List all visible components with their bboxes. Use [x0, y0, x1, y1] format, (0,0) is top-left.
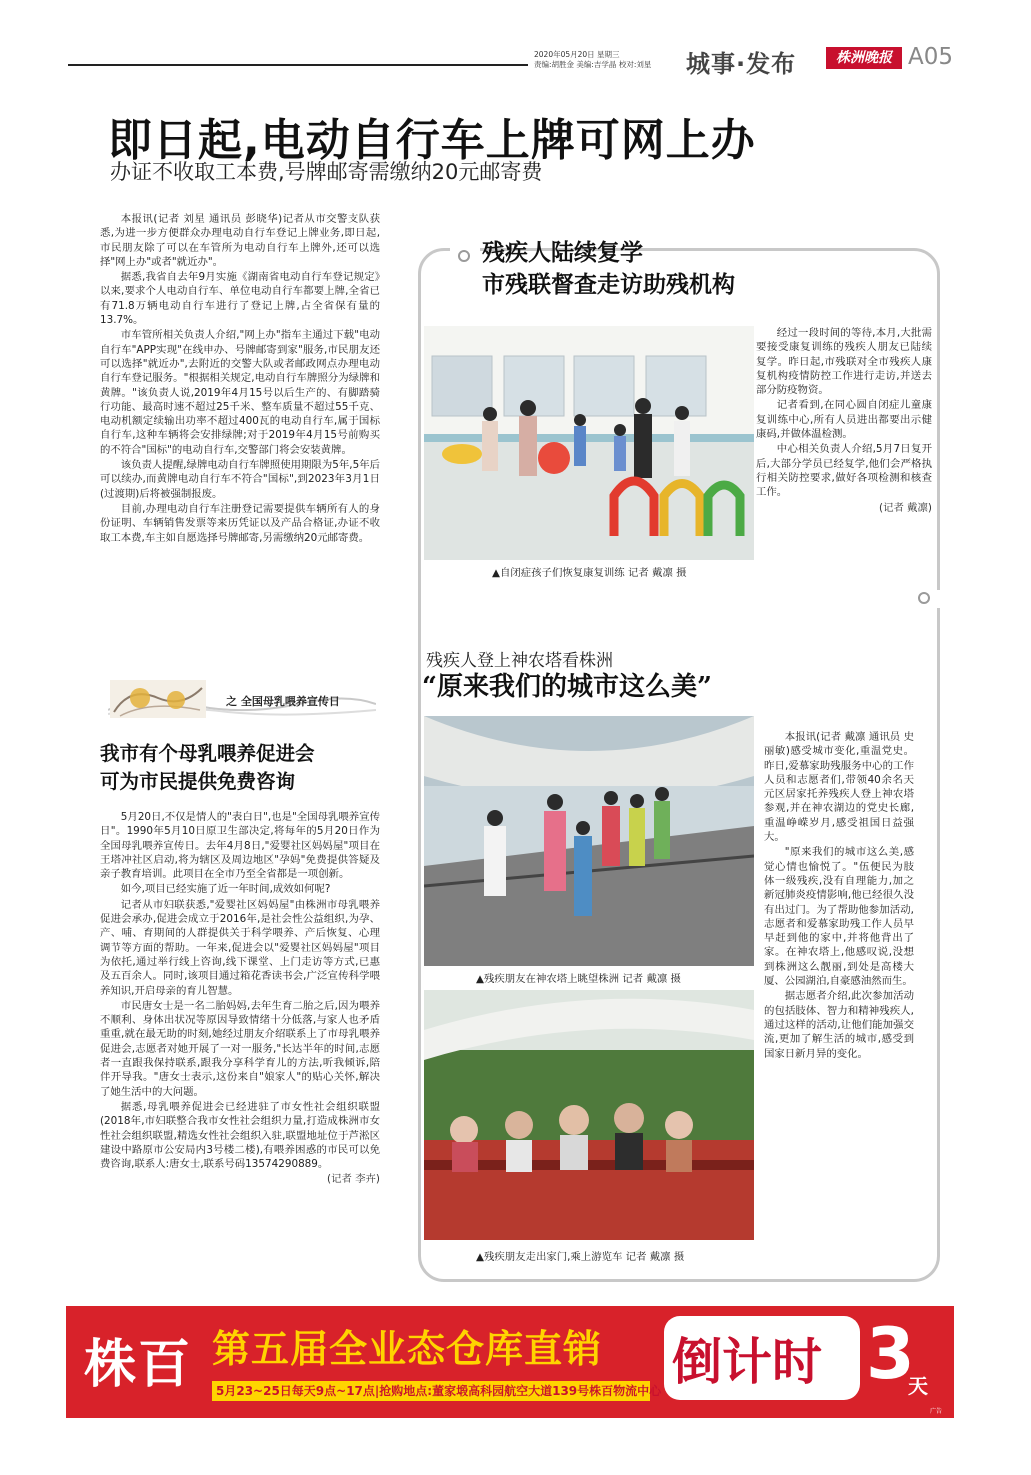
- lead-paragraph: 据悉,我省自去年9月实施《湖南省电动自行车登记规定》以来,要求个人电动自行车、单位电动自行车都要上牌,全省已有71.8万辆电动自行车进行了登记上牌,占全省保有量的13.7%。: [100, 271, 380, 327]
- page-number: A05: [908, 44, 954, 70]
- ad-countdown: 倒计时: [672, 1333, 822, 1391]
- frame-dot-icon: [918, 592, 930, 604]
- ad-days-number: 3: [866, 1313, 915, 1395]
- story1-paragraph: 经过一段时间的等待,本月,大批需要接受康复训练的残疾人朋友已陆续复学。昨日起,市残联对全市残疾人康复机构疫情防控工作进行走访,并送去部分防疫物资。: [756, 327, 932, 397]
- story2-paragraph: 据志愿者介绍,此次参加活动的包括肢体、智力和精神残疾人,通过这样的活动,让他们能加强交流,更加了解生活的城市,感受到国家日新月异的变化。: [764, 990, 914, 1060]
- editors-line: 责编:胡胜金 美编:吉学晶 校对:刘星: [534, 60, 652, 69]
- story2-title: “原来我们的城市这么美”: [422, 672, 712, 702]
- festival-paragraph: 记者从市妇联获悉,"爱婴社区妈妈屋"由株洲市母乳喂养促进会承办,促进会成立于2016年,是社会性公益组织,为孕、产、哺、育期间的人群提供关于科学喂养、产后恢复、心理调节等方面的帮助。一年来,促进会以"爱婴社区妈妈屋"项目为依托,通过举行线上咨询,线下课堂、上门走访等方式,已惠及五百余人。同时,该项目通过箱花香读书会,广泛宣传科学喂养知识,开启母亲的育儿智慧。: [100, 898, 380, 997]
- lead-paragraph: 本报讯(记者 刘星 通讯员 彭晓华)记者从市交警支队获悉,为进一步方便群众办理电动自行车登记上牌业务,即日起,市民朋友除了可以在车管所为电动自行车上牌外,还可以选择"网上办"或者"就近办"。: [100, 213, 380, 268]
- story2-body: [764, 730, 914, 1062]
- ad-days-unit: 天: [908, 1374, 928, 1398]
- date-line: 2020年05月20日 星期三: [534, 50, 620, 59]
- festival-body: [100, 810, 380, 1187]
- lead-subhead: 办证不收取工本费,号牌邮寄需缴纳20元邮寄费: [110, 160, 543, 184]
- story1-paragraph: 记者看到,在同心圆自闭症儿童康复训练中心,所有人员进出都要出示健康码,并做体温检测。: [756, 399, 932, 441]
- section-title: 城事·发布: [686, 50, 797, 78]
- festival-paragraph: 市民唐女士是一名二胎妈妈,去年生育二胎之后,因为喂养不顺利、身体出状况等原因导致情绪十分低落,与家人也矛盾重重,就在最无助的时刻,她经过朋友介绍联系上了市母乳喂养促进会,志愿者对她开展了一对一服务,"长达半年的时间,志愿者一直跟我保持联系,跟我分享科学育儿的方法,听我倾诉,陪伴开导我。"唐女士表示,这份来自"娘家人"的贴心关怀,解决了她生活中的大问题。: [100, 999, 380, 1098]
- story2-photo1-caption: ▲残疾朋友在神农塔上眺望株洲 记者 戴凛 摄: [476, 973, 681, 985]
- story1-title-line1: 残疾人陆续复学: [482, 239, 643, 266]
- story2-photo1: [424, 716, 754, 966]
- festival-title-line1: 我市有个母乳喂养促进会: [100, 742, 315, 765]
- tower-walkway-photo-illustration: [424, 716, 754, 966]
- story2-paragraph: "原来我们的城市这么美,感觉心情也愉悦了。"伍便民为肢体一级残疾,没有自理能力,加之新冠肺炎疫情影响,他已经很久没有出过门。为了帮助他参加活动,志愿者和爱慕家助残工作人员早早赶到他的家中,并将他背出了家。在神农塔上,他感叹说,没想到株洲这么靓丽,到处是高楼大厦、公园湖泊,自豪感油然而生。: [764, 846, 914, 988]
- frame-dot-icon: [458, 250, 470, 262]
- ad-brand: 株百: [84, 1335, 193, 1395]
- story1-body: [756, 326, 932, 515]
- lead-headline: 即日起,电动自行车上牌可网上办: [108, 115, 756, 166]
- tour-train-photo-illustration: [424, 990, 754, 1240]
- festival-paragraph: 据悉,母乳喂养促进会已经进驻了市女性社会组织联盟(2018年,市妇联整合我市女性社会组织力量,打造成株洲市女性社会组织联盟,精选女性社会组织入驻,联盟地址位于芦淞区建设中路原市公安局内3号楼二楼),有喂养困惑的市民可以免费咨询,联系人:唐女士,联系号码13574290889。: [100, 1100, 380, 1171]
- ad-tag: 广告: [930, 1408, 943, 1415]
- festival-logo-art: [110, 680, 206, 718]
- lead-paragraph: 该负责人提醒,绿牌电动自行车牌照使用期限为5年,5年后可以续办,而黄牌电动自行车不符合"国标",到2023年3月1日(过渡期)后将被强制报废。: [100, 459, 380, 500]
- story2-photo2: [424, 990, 754, 1240]
- festival-label: 之 全国母乳喂养宣传日: [226, 695, 340, 708]
- festival-credit: (记者 李卉): [327, 1173, 380, 1186]
- lead-paragraph: 市车管所相关负责人介绍,"网上办"指车主通过下载"电动自行车"APP实现"在线申办、号牌邮寄到家"服务,市民朋友还可以选择"就近办",去附近的交警大队或者邮政网点办理电动自行车登记服务。"根据相关规定,电动自行车牌照分为绿牌和黄牌。"该负责人说,2019年4月15号以后生产的、有脚踏骑行功能、最高时速不超过25千米、整车质量不超过55千克、电动机额定续输出功率不超过400瓦的电动自行车,属于国标自行车,这种车辆将会安排绿牌;对于2019年4月15号前购买的不符合"国标"的电动自行车,交警部门将会安装黄牌。: [100, 329, 380, 456]
- story1-credit: (记者 戴凛): [879, 501, 932, 514]
- festival-paragraph: 如今,项目已经实施了近一年时间,成效如何呢?: [120, 883, 331, 896]
- story2-photo2-caption: ▲残疾朋友走出家门,乘上游览车 记者 戴凛 摄: [476, 1251, 685, 1263]
- ad-headline: 第五届全业态仓库直销: [212, 1327, 603, 1371]
- lead-paragraph: 目前,办理电动自行车注册登记需要提供车辆所有人的身份证明、车辆销售发票等来历凭证以及产品合格证,办证不收取工本费,车主如自愿选择号牌邮寄,另需缴纳20元邮寄费。: [100, 502, 380, 544]
- story2-paragraph: 本报讯(记者 戴凛 通讯员 史丽敏)感受城市变化,重温党史。昨日,爱慕家助残服务中心的工作人员和志愿者们,带领40余名天元区居家托养残疾人登上神农塔参观,并在神农湖边的党史长廊,重温峥嵘岁月,感受祖国日益强大。: [764, 731, 914, 844]
- paper-logo: 株洲晚报: [826, 47, 902, 69]
- masthead-meta: [534, 50, 676, 70]
- story1-paragraph: 中心相关负责人介绍,5月7日复开后,大部分学员已经复学,他们会严格执行相关防控要求,做好各项检测和核查工作。: [756, 443, 932, 499]
- classroom-photo-illustration: [424, 326, 754, 560]
- masthead-rule: [68, 64, 528, 66]
- festival-paragraph: 5月20日,不仅是情人的"表白日",也是"全国母乳喂养宣传日"。1990年5月10日原卫生部决定,将每年的5月20日作为全国母乳喂养宣传日。去年4月8日,"爱婴社区妈妈屋"项目在王塔冲社区启动,将为辖区及周边地区"孕妈"免费提供答疑及亲子教育培训。此项目在全市乃至全省都是一项创新。: [100, 811, 380, 881]
- ad-detail: 5月23~25日每天9点~17点|抢购地点:董家塅高科园航空大道139号株百物流中心: [212, 1381, 650, 1401]
- story1-photo: [424, 326, 754, 560]
- story1-title-line2: 市残联督查走访助残机构: [482, 271, 735, 298]
- festival-title-line2: 可为市民提供免费咨询: [100, 770, 296, 793]
- lead-body: [100, 212, 380, 546]
- story1-photo-caption: ▲自闭症孩子们恢复康复训练 记者 戴凛 摄: [492, 567, 687, 579]
- story2-kicker: 残疾人登上神农塔看株洲: [426, 651, 613, 671]
- festival-logo: [110, 680, 206, 718]
